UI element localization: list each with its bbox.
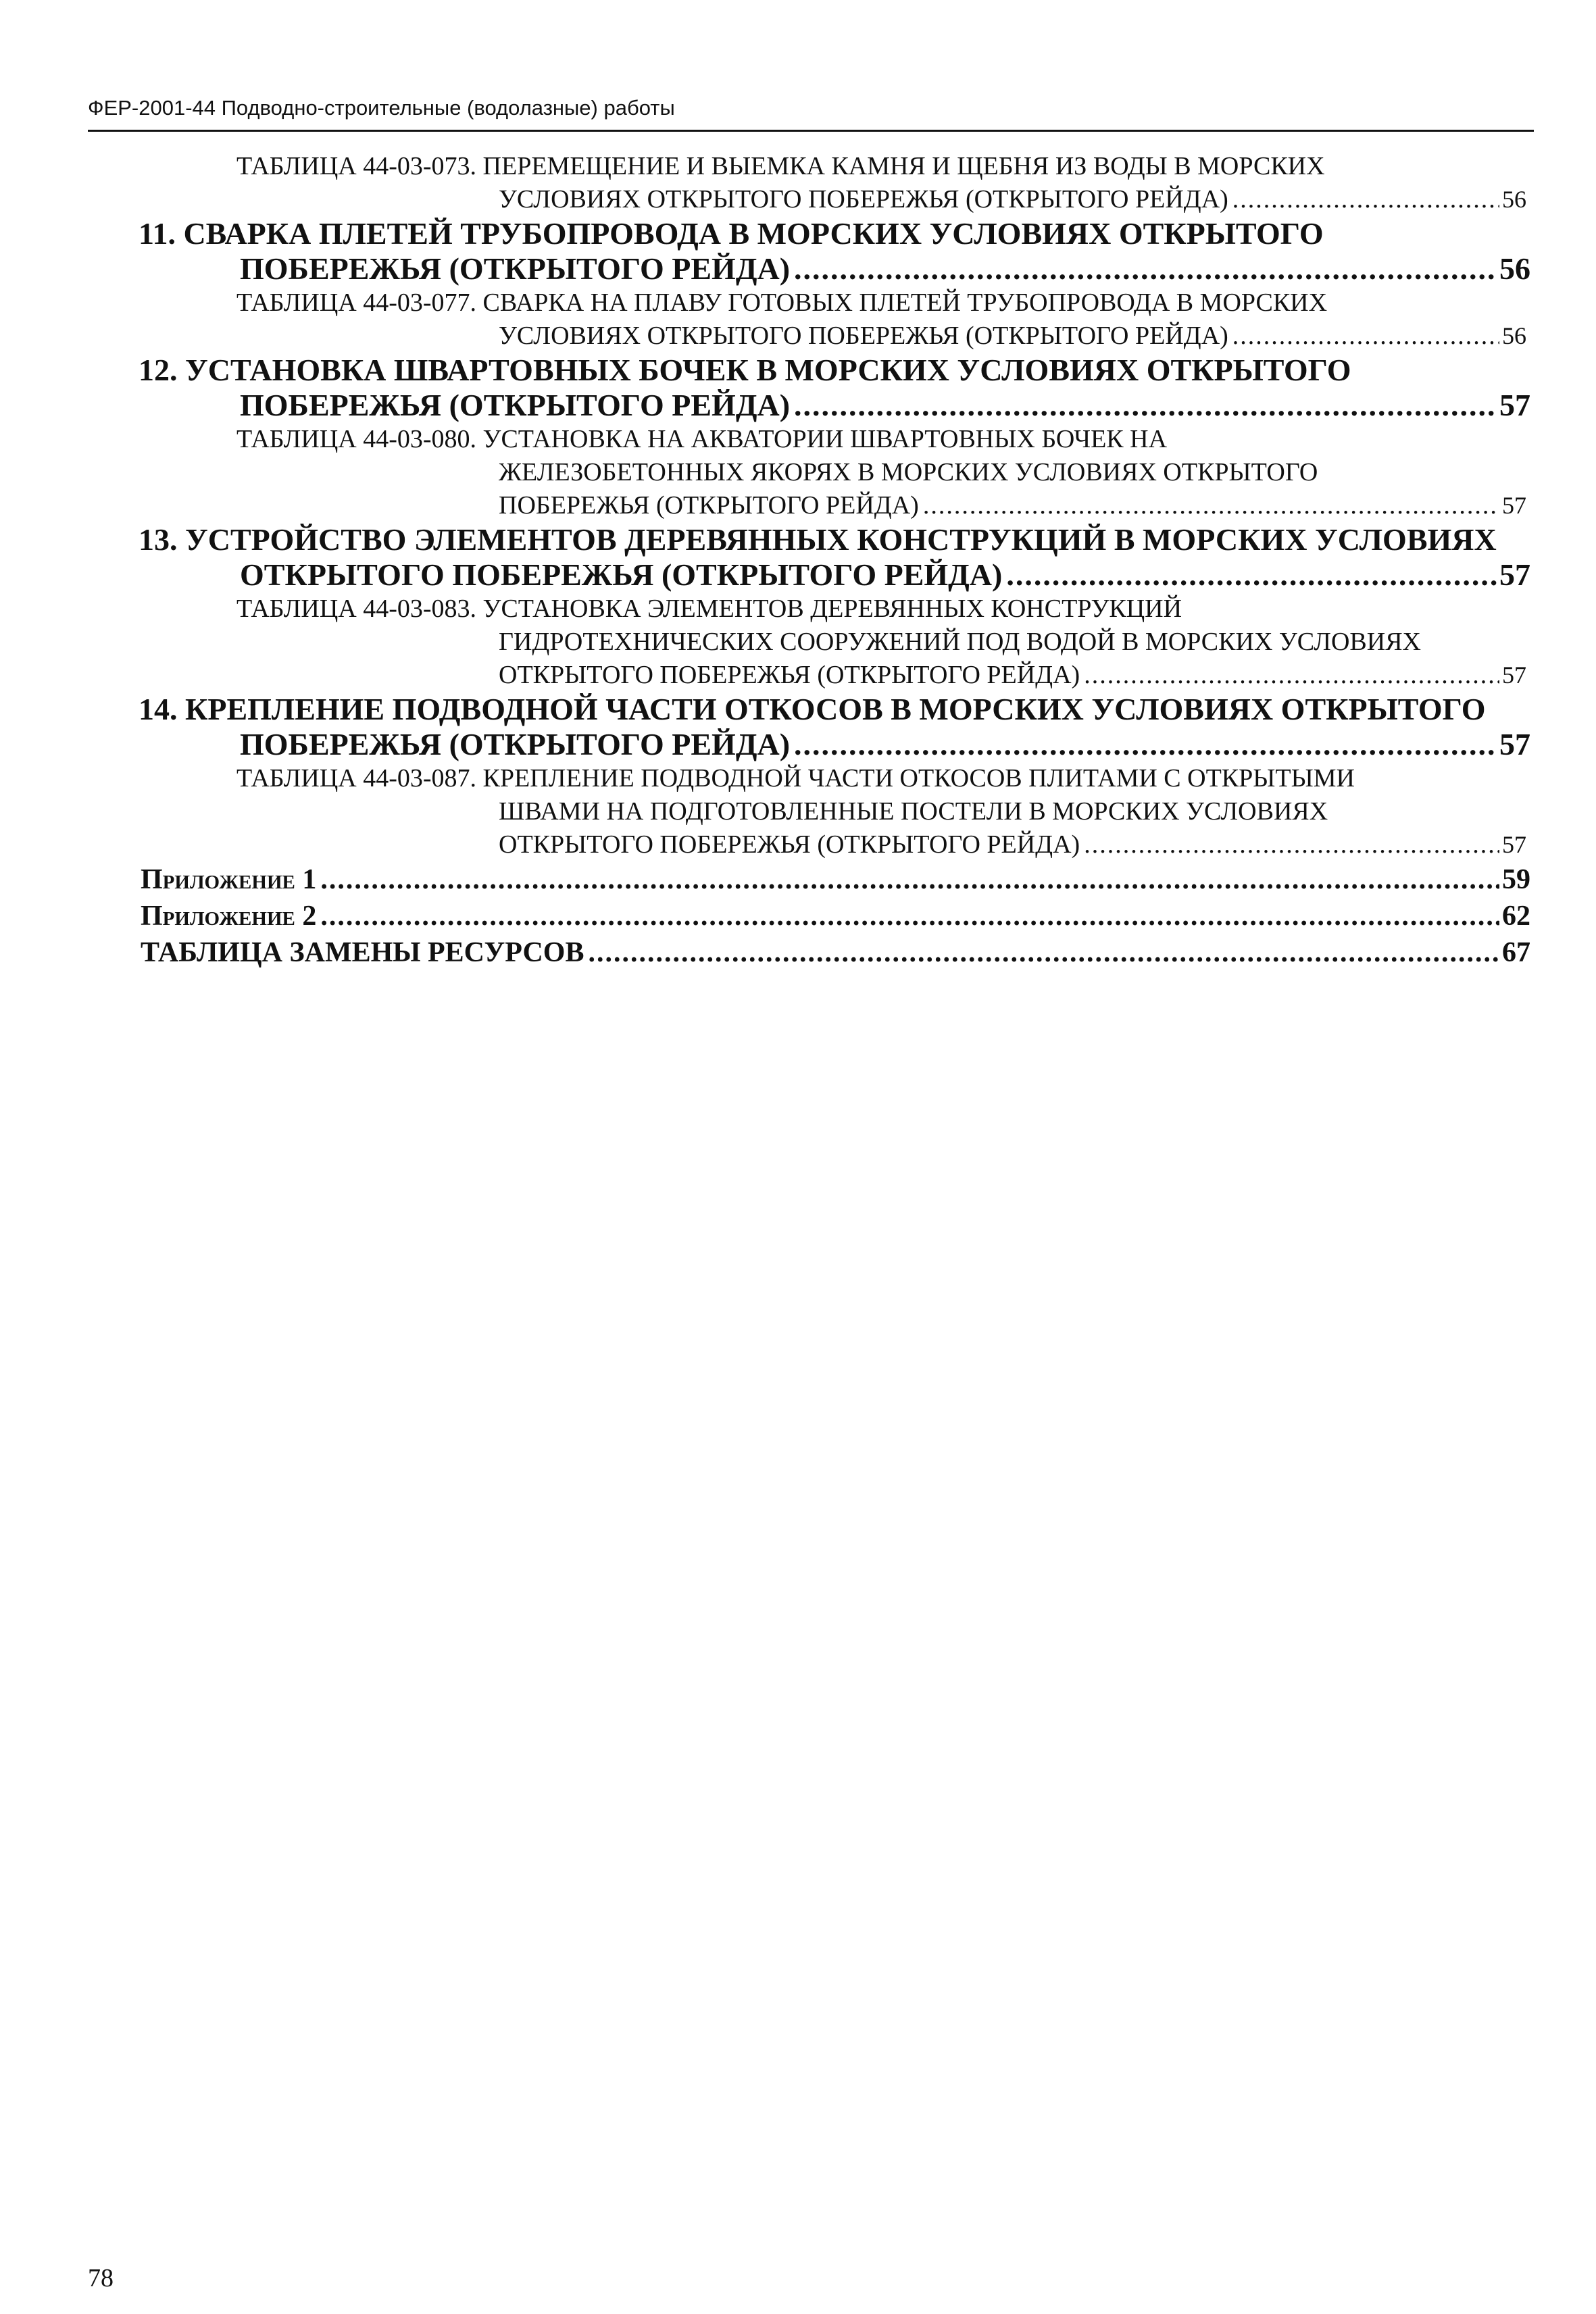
toc-appendix-entry[interactable] [0,898,1596,934]
toc-section-entry[interactable] [0,692,1596,762]
toc-entry-line: 12. УСТАНОВКА ШВАРТОВНЫХ БОЧЕК В МОРСКИХ УСЛОВИЯХ ОТКРЫТОГО [139,353,1351,387]
toc-page-number: 67 [1502,937,1530,968]
toc-table-entry[interactable] [0,423,1596,522]
page-number: 78 [88,2264,114,2292]
toc-entry-line: ТАБЛИЦА 44-03-080. УСТАНОВКА НА АКВАТОРИИ ШВАРТОВНЫХ БОЧЕК НА [236,425,1168,453]
toc-entry-title [141,861,1499,898]
toc-entry-line: Приложение 1 ..... [141,861,1499,898]
toc-entry-line: Приложение 2 ..... [141,898,1499,934]
toc-entry-line: 11. СВАРКА ПЛЕТЕЙ ТРУБОПРОВОДА В МОРСКИХ УСЛОВИЯХ ОТКРЫТОГО [139,216,1324,251]
toc-entry-line: ОТКРЫТОГО ПОБЕРЕЖЬЯ (ОТКРЫТОГО РЕЙДА) ..... [236,828,1499,861]
toc-entry-title [139,522,1497,593]
toc-entry-line: ЖЕЛЕЗОБЕТОННЫХ ЯКОРЯХ В МОРСКИХ УСЛОВИЯХ ОТКРЫТОГО [499,458,1318,486]
toc-entry-title [236,286,1499,353]
toc-table-entry[interactable] [0,762,1596,861]
toc-page-number: 56 [1502,186,1526,213]
toc-page-number: 57 [1499,388,1530,422]
toc-entry-line: ТАБЛИЦА 44-03-083. УСТАНОВКА ЭЛЕМЕНТОВ ДЕРЕВЯННЫХ КОНСТРУКЦИЙ [236,595,1182,623]
toc-entry-title [141,898,1499,934]
toc-entry-line: ТАБЛИЦА ЗАМЕНЫ РЕСУРСОВ ..... [141,934,1499,971]
toc-table-entry[interactable] [0,150,1596,216]
toc-entry-line: ТАБЛИЦА 44-03-073. ПЕРЕМЕЩЕНИЕ И ВЫЕМКА КАМНЯ И ЩЕБНЯ ИЗ ВОДЫ В МОРСКИХ [236,152,1325,180]
running-header: ФЕР-2001-44 Подводно-строительные (водолазные) работы [88,96,675,120]
toc-page-number: 56 [1502,322,1526,349]
toc-entry-line: ПОБЕРЕЖЬЯ (ОТКРЫТОГО РЕЙДА) ..... [139,727,1497,762]
toc-entry-title [139,692,1497,762]
toc-page-number: 56 [1499,251,1530,286]
toc-entry-line: 13. УСТРОЙСТВО ЭЛЕМЕНТОВ ДЕРЕВЯННЫХ КОНСТРУКЦИЙ В МОРСКИХ УСЛОВИЯХ [139,522,1497,557]
toc-entry-line: ОТКРЫТОГО ПОБЕРЕЖЬЯ (ОТКРЫТОГО РЕЙДА) ..... [236,659,1499,692]
toc-entry-line: ПОБЕРЕЖЬЯ (ОТКРЫТОГО РЕЙДА) ..... [139,251,1497,286]
toc-entry-line: ШВАМИ НА ПОДГОТОВЛЕННЫЕ ПОСТЕЛИ В МОРСКИХ УСЛОВИЯХ [499,797,1328,826]
toc-table-entry[interactable] [0,286,1596,353]
toc-entry-line: 14. КРЕПЛЕНИЕ ПОДВОДНОЙ ЧАСТИ ОТКОСОВ В МОРСКИХ УСЛОВИЯХ ОТКРЫТОГО [139,692,1486,726]
toc-entry-line: ОТКРЫТОГО ПОБЕРЕЖЬЯ (ОТКРЫТОГО РЕЙДА) ..... [139,557,1497,593]
toc-page-number: 59 [1502,864,1530,895]
toc-entry-title [236,150,1499,216]
toc-entry-title [236,762,1499,861]
header-rule [88,130,1534,132]
toc-table-entry[interactable] [0,593,1596,692]
toc-page-number: 57 [1502,492,1526,519]
toc-entry-line: ТАБЛИЦА 44-03-087. КРЕПЛЕНИЕ ПОДВОДНОЙ ЧАСТИ ОТКОСОВ ПЛИТАМИ С ОТКРЫТЫМИ [236,764,1355,793]
toc-entry-title [236,593,1499,692]
toc-appendix-entry[interactable] [0,861,1596,898]
toc-entry-line: ПОБЕРЕЖЬЯ (ОТКРЫТОГО РЕЙДА) ..... [139,388,1497,423]
toc-section-entry[interactable] [0,353,1596,423]
toc-entry-title [139,216,1497,286]
toc-page-number: 57 [1499,557,1530,592]
toc-entry-title [141,934,1499,971]
toc-entry-title [139,353,1497,423]
toc-appendix-entry[interactable] [0,934,1596,971]
toc-section-entry[interactable] [0,522,1596,593]
toc-entry-line: ПОБЕРЕЖЬЯ (ОТКРЫТОГО РЕЙДА) ..... [236,489,1499,522]
toc-entry-title [236,423,1499,522]
toc-entry-line: УСЛОВИЯХ ОТКРЫТОГО ПОБЕРЕЖЬЯ (ОТКРЫТОГО РЕЙДА) ..... [236,320,1499,353]
toc-page-number: 62 [1502,901,1530,932]
toc-entry-line: ТАБЛИЦА 44-03-077. СВАРКА НА ПЛАВУ ГОТОВЫХ ПЛЕТЕЙ ТРУБОПРОВОДА В МОРСКИХ [236,288,1328,317]
toc-section-entry[interactable] [0,216,1596,286]
toc-page-number: 57 [1499,727,1530,761]
toc-entry-line: УСЛОВИЯХ ОТКРЫТОГО ПОБЕРЕЖЬЯ (ОТКРЫТОГО РЕЙДА) ..... [236,183,1499,216]
table-of-contents [0,150,1596,971]
toc-page-number: 57 [1502,661,1526,688]
toc-page-number: 57 [1502,831,1526,858]
toc-entry-line: ГИДРОТЕХНИЧЕСКИХ СООРУЖЕНИЙ ПОД ВОДОЙ В МОРСКИХ УСЛОВИЯХ [499,628,1421,656]
